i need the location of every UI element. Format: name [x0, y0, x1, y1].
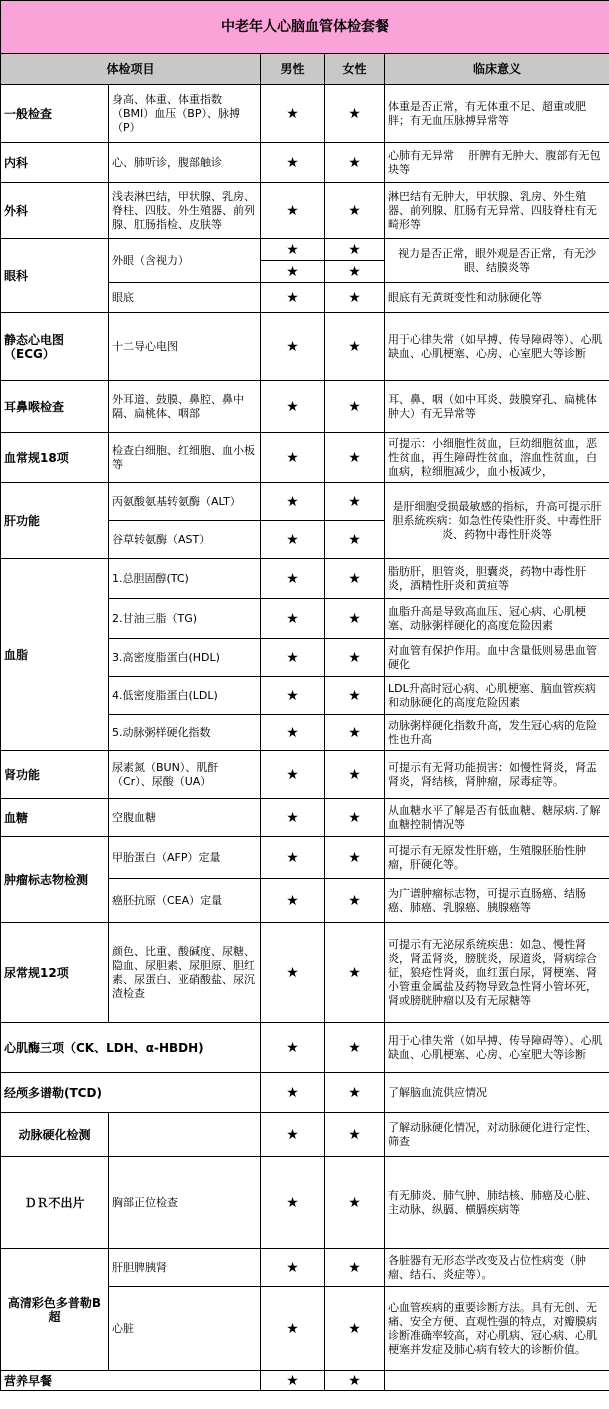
table-row [1, 1113, 609, 1157]
meaning-text: 各脏器有无形态学改变及占位性病变（肿瘤、结石、炎症等）。 [385, 1249, 609, 1287]
meaning-text: 是肝细胞受损最敏感的指标，升高可提示肝胆系統疾病：如急性传染性肝炎、中毒性肝炎、药物中毒性肝炎等 [385, 483, 609, 559]
header-row [1, 54, 609, 85]
item-label: 心、肺听诊，腹部触诊 [109, 143, 261, 183]
meaning-text: 脂肪肝，胆管炎，胆囊炎，药物中毒性肝炎，酒精性肝炎和黄疸等 [385, 559, 609, 599]
header-meaning: 临床意义 [385, 54, 609, 85]
category-label: ＤＲ不出片 [1, 1157, 109, 1249]
meaning-text: 动脉粥样硬化指数升高，发生冠心病的危险性也升高 [385, 715, 609, 751]
table-row [1, 559, 609, 599]
table-row [1, 381, 609, 433]
female-star: ★ [325, 1113, 385, 1157]
table-row [1, 1249, 609, 1287]
page-title: 中老年人心脑血管体检套餐 [1, 1, 609, 54]
category-label: 肾功能 [1, 751, 109, 799]
table-row [1, 143, 609, 183]
category-label: 血脂 [1, 559, 109, 751]
female-star: ★ [325, 1157, 385, 1249]
item-label: 谷草转氨酶（AST） [109, 521, 261, 559]
table-row [1, 483, 609, 521]
female-star: ★ [325, 1371, 385, 1391]
header-female: 女性 [325, 54, 385, 85]
female-star: ★ [325, 239, 385, 261]
table-row [1, 313, 609, 381]
female-star: ★ [325, 143, 385, 183]
meaning-text: 从血糖水平了解是否有低血糖、糖尿病.了解血糖控制情况等 [385, 799, 609, 837]
female-star: ★ [325, 85, 385, 143]
table-row [1, 1023, 609, 1073]
meaning-text: 可提示有无泌尿系统疾患：如急、慢性肾炎，肾盂肾炎，膀胱炎，尿道炎，肾病综合征，狼疮性肾炎，血红蛋白尿，肾梗塞、肾小管重金属盐及药物导致急性肾小管坏死，肾或膀胱肿瘤以及有无尿糖等 [385, 923, 609, 1023]
item-label: 2.甘油三脂（TG) [109, 599, 261, 639]
meaning-text: 视力是否正常，眼外观是否正常，有无沙眼、结膜炎等 [385, 239, 609, 283]
table-row [1, 85, 609, 143]
male-star: ★ [261, 381, 325, 433]
male-star: ★ [261, 923, 325, 1023]
category-label: 肿瘤标志物检测 [1, 837, 109, 923]
meaning-text: 有无肺炎、肺气肿、肺结核、肺癌及心脏、主动脉、纵膈、横膈疾病等 [385, 1157, 609, 1249]
meaning-text: 可提示：小细胞性贫血，巨幼细胞贫血，恶性贫血，再生障碍性贫血，溶血性贫血，白血病，粒细胞减少，血小板减少， [385, 433, 609, 483]
item-label: 5.动脉粥样硬化指数 [109, 715, 261, 751]
category-label: 一般检查 [1, 85, 109, 143]
table-row [1, 239, 609, 261]
female-star: ★ [325, 1287, 385, 1371]
item-label: 胸部正位检查 [109, 1157, 261, 1249]
female-star: ★ [325, 381, 385, 433]
item-label: 外眼（含视力） [109, 239, 261, 283]
category-label: 静态心电图（ECG） [1, 313, 109, 381]
male-star: ★ [261, 261, 325, 283]
female-star: ★ [325, 283, 385, 313]
male-star: ★ [261, 433, 325, 483]
male-star: ★ [261, 1371, 325, 1391]
female-star: ★ [325, 559, 385, 599]
male-star: ★ [261, 879, 325, 923]
male-star: ★ [261, 283, 325, 313]
meaning-text: 了解脑血流供应情况 [385, 1073, 609, 1113]
category-label: 动脉硬化检测 [1, 1113, 109, 1157]
item-label: 颜色、比重、酸碱度、尿糖、隐血、尿胆素、尿胆原、胆红素、尿蛋白、亚硝酸盐、尿沉渣检查 [109, 923, 261, 1023]
category-label: 心肌酶三项（CK、LDH、α-HBDH) [1, 1023, 261, 1073]
meaning-text: 眼底有无黄斑变性和动脉硬化等 [385, 283, 609, 313]
item-label: 丙氨酸氨基转氨酶（ALT） [109, 483, 261, 521]
female-star: ★ [325, 1249, 385, 1287]
category-label: 血糖 [1, 799, 109, 837]
meaning-text: 淋巴结有无肿大，甲状腺、乳房、外生殖器、前列腺、肛肠有无异常、四肢脊柱有无畸形等 [385, 183, 609, 239]
male-star: ★ [261, 313, 325, 381]
item-label: 检查白细胞、红细胞、血小板等 [109, 433, 261, 483]
female-star: ★ [325, 715, 385, 751]
item-label: 1.总胆固醇(TC) [109, 559, 261, 599]
category-label: 耳鼻喉检查 [1, 381, 109, 433]
item-label: 眼底 [109, 283, 261, 313]
male-star: ★ [261, 143, 325, 183]
male-star: ★ [261, 1157, 325, 1249]
meaning-text: 用于心律失常（如早搏、传导障碍等）、心肌缺血、心肌梗塞、心房、心室肥大等诊断 [385, 313, 609, 381]
male-star: ★ [261, 85, 325, 143]
table-row [1, 837, 609, 879]
category-label: 营养早餐 [1, 1371, 261, 1391]
table-row [1, 751, 609, 799]
table-row [1, 923, 609, 1023]
meaning-text: 为广谱肿瘤标志物，可提示直肠癌、结肠癌、肺癌、乳腺癌、胰腺癌等 [385, 879, 609, 923]
female-star: ★ [325, 837, 385, 879]
item-label: 心脏 [109, 1287, 261, 1371]
female-star: ★ [325, 483, 385, 521]
male-star: ★ [261, 559, 325, 599]
female-star: ★ [325, 599, 385, 639]
table-row [1, 183, 609, 239]
meaning-text: 对血管有保护作用。血中含量低则易患血管硬化 [385, 639, 609, 677]
meaning-text: 可提示有无原发性肝癌，生殖腺胚胎性肿瘤，肝硬化等。 [385, 837, 609, 879]
male-star: ★ [261, 239, 325, 261]
female-star: ★ [325, 313, 385, 381]
male-star: ★ [261, 183, 325, 239]
male-star: ★ [261, 1249, 325, 1287]
category-label: 内科 [1, 143, 109, 183]
item-label [109, 1113, 261, 1157]
meaning-text [385, 1371, 609, 1391]
female-star: ★ [325, 183, 385, 239]
meaning-text: 心肺有无异常 肝脾有无肿大、腹部有无包块等 [385, 143, 609, 183]
meaning-text: 心血管疾病的重要诊断方法。具有无创、无痛、安全方便、直观性强的特点，对瓣膜病诊断准确率较高，对心肌病、冠心病、心肌梗塞并发症及肺心病有较大的诊断价值。 [385, 1287, 609, 1371]
item-label: 肝胆脾胰肾 [109, 1249, 261, 1287]
male-star: ★ [261, 1073, 325, 1113]
female-star: ★ [325, 1073, 385, 1113]
item-label: 十二导心电图 [109, 313, 261, 381]
male-star: ★ [261, 599, 325, 639]
male-star: ★ [261, 715, 325, 751]
male-star: ★ [261, 677, 325, 715]
meaning-text: 耳、鼻、咽（如中耳炎、鼓膜穿孔、扁桃体肿大）有无异常等 [385, 381, 609, 433]
category-label: 经颅多谱勒(TCD) [1, 1073, 261, 1113]
male-star: ★ [261, 751, 325, 799]
female-star: ★ [325, 799, 385, 837]
female-star: ★ [325, 751, 385, 799]
meaning-text: 可提示有无肾功能损害：如慢性肾炎，肾盂肾炎，肾结核，肾肿瘤，尿毒症等。 [385, 751, 609, 799]
female-star: ★ [325, 677, 385, 715]
female-star: ★ [325, 433, 385, 483]
item-label: 尿素氮（BUN）、肌酐（Cr）、尿酸（UA） [109, 751, 261, 799]
table-row [1, 1371, 609, 1391]
female-star: ★ [325, 1023, 385, 1073]
item-label: 空腹血糖 [109, 799, 261, 837]
item-label: 4.低密度脂蛋白(LDL) [109, 677, 261, 715]
category-label: 肝功能 [1, 483, 109, 559]
male-star: ★ [261, 1113, 325, 1157]
meaning-text: LDL升高时冠心病、心肌梗塞、脑血管疾病和动脉硬化的高度危险因素 [385, 677, 609, 715]
table-row [1, 433, 609, 483]
table-row [1, 1157, 609, 1249]
title-row [1, 1, 609, 54]
category-label: 眼科 [1, 239, 109, 313]
meaning-text: 了解动脉硬化情况，对动脉硬化进行定性、筛查 [385, 1113, 609, 1157]
table-row [1, 799, 609, 837]
male-star: ★ [261, 799, 325, 837]
male-star: ★ [261, 521, 325, 559]
header-male: 男性 [261, 54, 325, 85]
male-star: ★ [261, 483, 325, 521]
category-label: 高清彩色多普勒B超 [1, 1249, 109, 1371]
item-label: 浅表淋巴结，甲状腺、乳房、脊柱、四肢、外生殖器、前列腺、肛肠指检、皮肤等 [109, 183, 261, 239]
item-label: 外耳道、鼓膜、鼻腔、鼻中隔、扁桃体、咽部 [109, 381, 261, 433]
item-label: 身高、体重、体重指数（BMI）血压（BP）、脉搏（P） [109, 85, 261, 143]
female-star: ★ [325, 879, 385, 923]
table-row [1, 1073, 609, 1113]
male-star: ★ [261, 1287, 325, 1371]
female-star: ★ [325, 521, 385, 559]
meaning-text: 用于心律失常（如早搏、传导障碍等）、心肌缺血、心肌梗塞、心房、心室肥大等诊断 [385, 1023, 609, 1073]
category-label: 尿常规12项 [1, 923, 109, 1023]
item-label: 癌胚抗原（CEA）定量 [109, 879, 261, 923]
category-label: 血常规18项 [1, 433, 109, 483]
meaning-text: 体重是否正常，有无体重不足、超重或肥胖；有无血压脉搏异常等 [385, 85, 609, 143]
female-star: ★ [325, 923, 385, 1023]
male-star: ★ [261, 639, 325, 677]
item-label: 甲胎蛋白（AFP）定量 [109, 837, 261, 879]
meaning-text: 血脂升高是导致高血压、冠心病、心肌梗塞、动脉粥样硬化的高度危险因素 [385, 599, 609, 639]
header-item: 体检项目 [1, 54, 261, 85]
male-star: ★ [261, 1023, 325, 1073]
category-label: 外科 [1, 183, 109, 239]
female-star: ★ [325, 261, 385, 283]
female-star: ★ [325, 639, 385, 677]
male-star: ★ [261, 837, 325, 879]
item-label: 3.高密度脂蛋白(HDL) [109, 639, 261, 677]
